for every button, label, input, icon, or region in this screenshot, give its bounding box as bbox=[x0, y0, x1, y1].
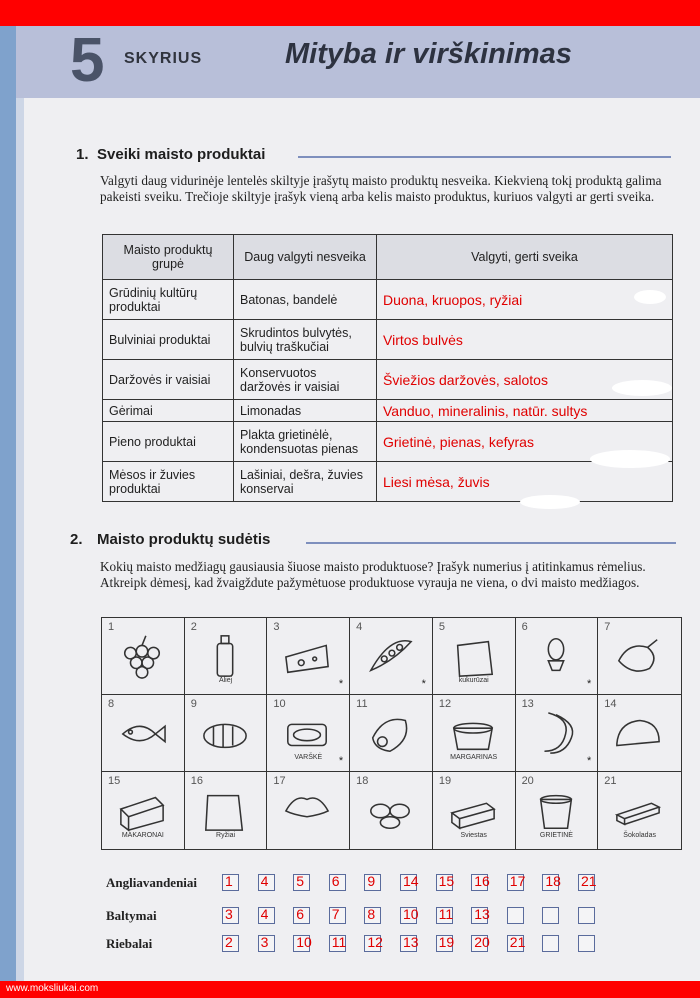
table-row bbox=[103, 422, 673, 462]
answer-box[interactable] bbox=[507, 907, 524, 924]
header-group: Maisto produktų grupė bbox=[103, 235, 234, 280]
answer-number: 19 bbox=[438, 934, 455, 950]
margarine-icon bbox=[447, 709, 499, 757]
loaf-icon bbox=[612, 709, 664, 757]
cell-group: Daržovės ir vaisiai bbox=[103, 360, 234, 400]
chapter-label: SKYRIUS bbox=[124, 50, 203, 67]
answer-number: 11 bbox=[331, 934, 347, 950]
food-item-number: 20 bbox=[521, 775, 534, 787]
food-item-cell bbox=[267, 695, 350, 772]
answer-number: 10 bbox=[296, 934, 312, 950]
handwritten-answer: Virtos bulvės bbox=[383, 331, 463, 348]
cell-group: Pieno produktai bbox=[103, 422, 234, 462]
food-item-number: 5 bbox=[438, 621, 445, 633]
chicken-icon bbox=[612, 632, 664, 680]
answer-number: 9 bbox=[367, 873, 376, 889]
answer-number: 11 bbox=[438, 906, 454, 922]
food-item-cell bbox=[433, 695, 516, 772]
cell-answer bbox=[377, 280, 673, 320]
handwritten-answer: Grietinė, pienas, kefyras bbox=[383, 433, 534, 450]
food-item-cell bbox=[433, 772, 516, 849]
table-row bbox=[103, 320, 673, 360]
answer-number: 4 bbox=[260, 873, 269, 889]
answer-number: 6 bbox=[296, 906, 304, 922]
answer-number: 4 bbox=[260, 906, 269, 922]
nutrient-label: Angliavandeniai bbox=[106, 875, 198, 890]
food-item-number: 2 bbox=[190, 621, 197, 633]
oil-bottle-icon bbox=[199, 632, 251, 680]
answer-number: 3 bbox=[260, 934, 269, 950]
package-label: VARŠKĖ bbox=[294, 754, 323, 761]
table-row bbox=[103, 462, 673, 502]
page-edge-shade bbox=[16, 98, 24, 981]
handwritten-answer: Duona, kruopos, ryžiai bbox=[383, 291, 523, 308]
answer-box[interactable] bbox=[542, 907, 559, 924]
star-mark: * bbox=[338, 678, 344, 690]
food-item-cell bbox=[350, 618, 433, 695]
food-item-number: 9 bbox=[190, 698, 197, 710]
nutrient-label: Baltymai bbox=[106, 908, 157, 923]
nutrient-label: Riebalai bbox=[106, 936, 153, 951]
answer-number: 10 bbox=[403, 906, 419, 922]
answer-number: 2 bbox=[225, 934, 233, 950]
food-item-number: 13 bbox=[521, 698, 534, 710]
food-item-cell bbox=[185, 618, 268, 695]
section1-instructions: Valgyti daug vidurinėje lentelės skiltyje įrašytų maisto produktų nesveika. Kiekvieną tokį produktą galima pakeisti sveiku. Trečioje skiltyje įrašyk vieną arba kelis maisto produktus, kuriuos valgyti ar gerti sveika. bbox=[100, 173, 662, 204]
ham-icon bbox=[364, 709, 416, 757]
section1-title: Sveiki maisto produktai bbox=[97, 146, 266, 163]
food-item-number: 8 bbox=[108, 698, 115, 710]
food-item-number: 19 bbox=[438, 775, 452, 787]
egg-icon bbox=[530, 632, 582, 680]
answer-number: 14 bbox=[403, 873, 419, 889]
chapter-number: 5 bbox=[70, 26, 105, 95]
star-mark: * bbox=[586, 678, 592, 690]
food-item-number: 14 bbox=[604, 698, 617, 710]
food-item-cell bbox=[102, 695, 185, 772]
answer-number: 21 bbox=[581, 873, 597, 889]
food-picture-grid bbox=[101, 617, 682, 850]
food-item-number: 6 bbox=[521, 621, 528, 633]
package-label: Ryžiai bbox=[216, 832, 236, 839]
food-item-cell bbox=[598, 772, 681, 849]
package-label: MARGARINAS bbox=[450, 754, 498, 761]
food-item-number: 12 bbox=[438, 698, 452, 710]
answer-number: 8 bbox=[367, 906, 376, 922]
food-table bbox=[102, 234, 673, 502]
cell-unhealthy: Lašiniai, dešra, žuvies konservai bbox=[234, 462, 377, 502]
food-item-number: 7 bbox=[604, 621, 611, 633]
food-item-cell bbox=[102, 772, 185, 849]
rice-bag-icon bbox=[199, 786, 251, 834]
answer-number: 13 bbox=[403, 934, 419, 950]
sardines-icon bbox=[281, 709, 333, 757]
answer-number: 20 bbox=[474, 934, 490, 950]
potatoes-icon bbox=[364, 786, 416, 834]
food-item-number: 1 bbox=[108, 621, 115, 633]
erase-mark bbox=[612, 380, 672, 396]
cell-unhealthy: Batonas, bandelė bbox=[234, 280, 377, 320]
croissant-icon bbox=[281, 786, 333, 834]
food-item-cell bbox=[598, 695, 681, 772]
cell-group: Gėrimai bbox=[103, 400, 234, 422]
star-mark: * bbox=[421, 678, 426, 690]
food-item-number: 16 bbox=[190, 775, 203, 787]
fish-icon bbox=[116, 709, 168, 757]
table-row bbox=[103, 400, 673, 422]
table-row bbox=[103, 360, 673, 400]
food-item-cell bbox=[185, 772, 268, 849]
table-row bbox=[103, 280, 673, 320]
food-item-cell bbox=[350, 695, 433, 772]
answer-number: 13 bbox=[474, 906, 490, 922]
answer-number: 6 bbox=[331, 873, 340, 889]
answer-number: 1 bbox=[225, 873, 233, 889]
food-item-number: 4 bbox=[356, 621, 363, 633]
answer-number: 17 bbox=[509, 873, 526, 889]
package-label: kukurūzai bbox=[458, 677, 489, 684]
answer-box[interactable] bbox=[578, 907, 595, 924]
page-edge-strip bbox=[0, 26, 16, 981]
sausage-icon bbox=[530, 709, 582, 757]
answer-number: 12 bbox=[367, 934, 383, 950]
cell-unhealthy: Konservuotos daržovės ir vaisiai bbox=[234, 360, 377, 400]
erase-mark bbox=[634, 290, 666, 304]
handwritten-answer: Liesi mėsa, žuvis bbox=[383, 473, 490, 490]
cell-unhealthy: Limonadas bbox=[234, 400, 377, 422]
handwritten-answer: Šviežios daržovės, salotos bbox=[383, 371, 548, 388]
food-item-cell bbox=[433, 618, 516, 695]
footer-bar bbox=[0, 981, 700, 998]
section1-underline bbox=[298, 156, 671, 158]
food-item-number: 17 bbox=[273, 775, 286, 787]
food-item-cell bbox=[350, 772, 433, 849]
food-item-cell bbox=[598, 618, 681, 695]
bag-icon bbox=[447, 632, 499, 680]
peas-icon bbox=[364, 632, 416, 680]
cell-group: Grūdinių kultūrų produktai bbox=[103, 280, 234, 320]
chocolate-icon bbox=[612, 786, 664, 834]
food-item-number: 3 bbox=[273, 621, 280, 633]
package-label: MAKARONAI bbox=[121, 832, 164, 839]
answer-number: 15 bbox=[438, 873, 455, 889]
food-item-cell bbox=[516, 618, 599, 695]
answer-number: 21 bbox=[509, 934, 526, 950]
section2-number: 2. bbox=[70, 531, 83, 548]
star-mark: * bbox=[338, 755, 344, 767]
section2-underline bbox=[306, 542, 676, 544]
section2-title: Maisto produktų sudėtis bbox=[97, 531, 271, 548]
butter-icon bbox=[447, 786, 499, 834]
star-mark: * bbox=[586, 755, 592, 767]
cell-group: Mėsos ir žuvies produktai bbox=[103, 462, 234, 502]
grapes-icon bbox=[116, 632, 168, 680]
header-unhealthy: Daug valgyti nesveika bbox=[234, 235, 377, 280]
food-item-cell bbox=[185, 695, 268, 772]
food-item-cell bbox=[267, 772, 350, 849]
top-red-bar bbox=[0, 0, 700, 26]
food-item-cell bbox=[516, 772, 599, 849]
answer-number: 3 bbox=[225, 906, 233, 922]
package-label: Sviestas bbox=[460, 832, 487, 839]
chapter-title: Mityba ir virškinimas bbox=[285, 38, 572, 70]
food-item-number: 21 bbox=[604, 775, 617, 787]
cell-answer bbox=[377, 400, 673, 422]
header-healthy: Valgyti, gerti sveika bbox=[377, 235, 673, 280]
handwritten-answer: Vanduo, mineralinis, natūr. sultys bbox=[383, 402, 588, 419]
answer-box[interactable] bbox=[542, 935, 559, 952]
erase-mark bbox=[520, 495, 580, 509]
cell-answer bbox=[377, 320, 673, 360]
answer-number: 7 bbox=[331, 906, 340, 922]
cell-unhealthy: Plakta grietinėlė, kondensuotas pienas bbox=[234, 422, 377, 462]
answer-number: 5 bbox=[296, 873, 304, 889]
answer-box[interactable] bbox=[578, 935, 595, 952]
footer-site[interactable]: www.moksliukai.com bbox=[6, 983, 99, 994]
cell-unhealthy: Skrudintos bulvytės, bulvių traškučiai bbox=[234, 320, 377, 360]
sour-cream-icon bbox=[530, 786, 582, 834]
section2-instructions: Kokių maisto medžiagų gausiausia šiuose maisto produktuose? Įrašyk numerius į atitinkamus rėmelius. Atkreipk dėmesį, kad žvaigždute pažymėtuose produktuose vyrauja ne viena, o dvi maisto medžiagos. bbox=[100, 559, 646, 590]
package-label: GRIETINĖ bbox=[539, 832, 573, 839]
food-item-number: 10 bbox=[273, 698, 286, 710]
food-item-cell bbox=[102, 618, 185, 695]
food-item-number: 11 bbox=[356, 698, 368, 710]
cell-group: Bulviniai produktai bbox=[103, 320, 234, 360]
answer-number: 18 bbox=[545, 873, 561, 889]
answer-number: 16 bbox=[474, 873, 490, 889]
erase-mark bbox=[590, 450, 670, 468]
pasta-box-icon bbox=[116, 786, 168, 834]
food-item-cell bbox=[516, 695, 599, 772]
food-item-cell bbox=[267, 618, 350, 695]
cheese-icon bbox=[281, 632, 333, 680]
food-item-number: 18 bbox=[356, 775, 369, 787]
package-label: Aliej bbox=[218, 677, 233, 684]
package-label: Šokoladas bbox=[623, 832, 656, 839]
bread-icon bbox=[199, 709, 251, 757]
food-item-number: 15 bbox=[108, 775, 121, 787]
section1-number: 1. bbox=[76, 146, 89, 163]
